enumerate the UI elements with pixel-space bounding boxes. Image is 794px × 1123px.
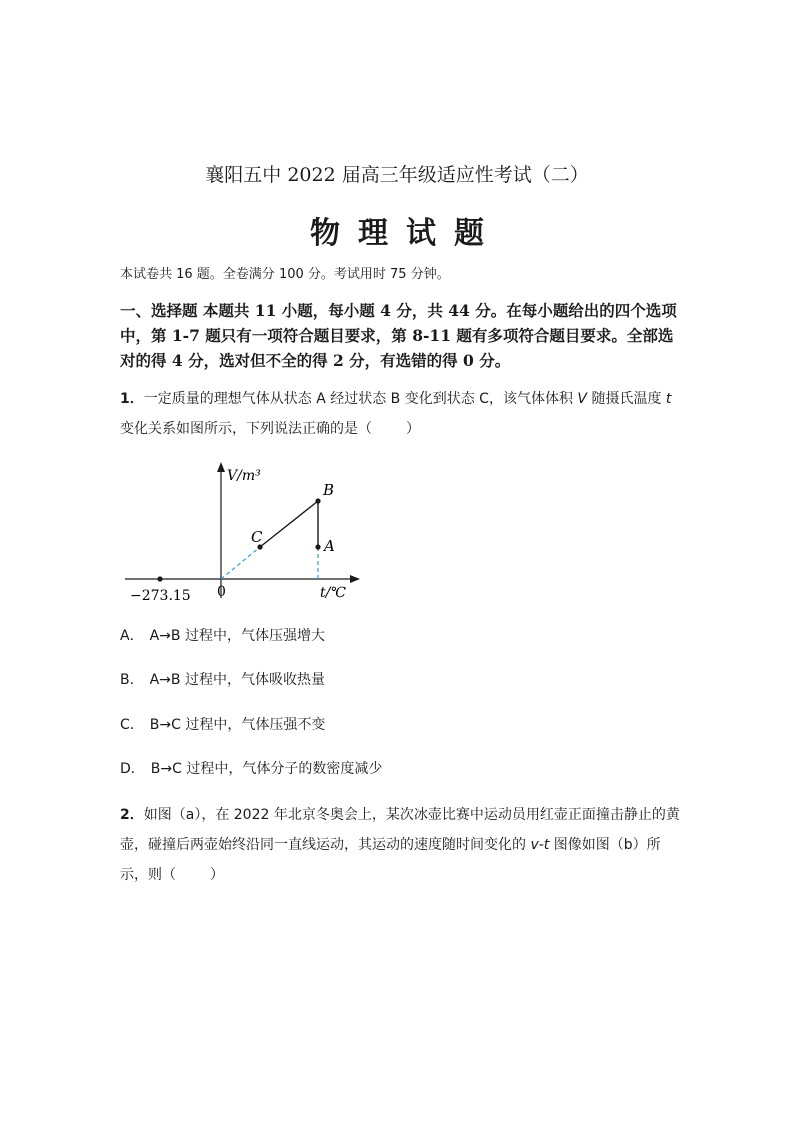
point-b xyxy=(315,498,320,503)
question-text: 随摄氏温度 xyxy=(587,391,666,407)
question-text: 一定质量的理想气体从状态 A 经过状态 B 变化到状态 C，该气体体积 xyxy=(143,391,578,407)
x-axis-label: t/℃ xyxy=(320,585,347,601)
question-text: 变化关系如图所示，下列说法正确的是（ xyxy=(120,421,372,437)
var-vt: v-t xyxy=(530,837,550,853)
question-number: 2 xyxy=(120,807,130,823)
label-a: A xyxy=(324,537,335,555)
y-axis-label: V/m³ xyxy=(227,468,261,484)
option-a: A． A→B 过程中，气体压强增大 xyxy=(120,628,325,644)
label-b: B xyxy=(323,481,335,499)
x-axis-arrow xyxy=(350,575,360,583)
question-text: 图像如图（b）所示，则（ xyxy=(120,837,661,883)
label-c: C xyxy=(251,528,263,546)
neg-273-label: −273.15 xyxy=(130,588,191,604)
var-v: V xyxy=(577,391,587,407)
section-instructions: 一、选择题 本题共 11 小题，每小题 4 分，共 44 分。在每小题给出的四个选项中，第 1-7 题只有一项符合题目要求，第 8-11 题有多项符合题目要求。全部选对的得 4 分，选对但不全的得 2 分，有选错的得 0 分。 xyxy=(120,301,677,370)
subject-title: 物理试题 xyxy=(310,216,502,251)
origin-label: 0 xyxy=(217,584,226,600)
exam-title: 襄阳五中 2022 届高三年级适应性考试（二） xyxy=(205,164,589,186)
point-neg-273 xyxy=(157,576,162,581)
option-c: C． B→C 过程中，气体压强不变 xyxy=(120,717,326,733)
point-a xyxy=(315,544,320,549)
var-t: t xyxy=(665,391,672,407)
question-2: 2．如图（a），在 2022 年北京冬奥会上，某次冰壶比赛中运动员用红壶正面撞击静止的黄壶，碰撞后两壶始终沿同一直线运动，其运动的速度随时间变化的 v-t 图像如图（b）所示，则（ ） xyxy=(120,807,680,883)
line-c-b xyxy=(260,501,318,547)
option-d: D． B→C 过程中，气体分子的数密度减少 xyxy=(120,761,383,777)
y-axis-arrow xyxy=(217,462,225,472)
vt-graph xyxy=(120,458,365,608)
option-b: B． A→B 过程中，气体吸收热量 xyxy=(120,672,325,688)
dashed-line-origin-c xyxy=(221,547,260,579)
exam-info: 本试卷共 16 题。全卷满分 100 分。考试用时 75 分钟。 xyxy=(120,267,450,282)
question-1: 1．一定质量的理想气体从状态 A 经过状态 B 变化到状态 C，该气体体积 V 随摄氏温度 t 变化关系如图所示，下列说法正确的是（ ） xyxy=(120,391,672,437)
question-text: 如图（a），在 2022 年北京冬奥会上，某次冰壶比赛中运动员用红壶正面撞击静止的黄壶，碰撞后两壶始终沿同一直线运动，其运动的速度随时间变化的 xyxy=(120,807,680,853)
question-number: 1 xyxy=(120,391,130,407)
